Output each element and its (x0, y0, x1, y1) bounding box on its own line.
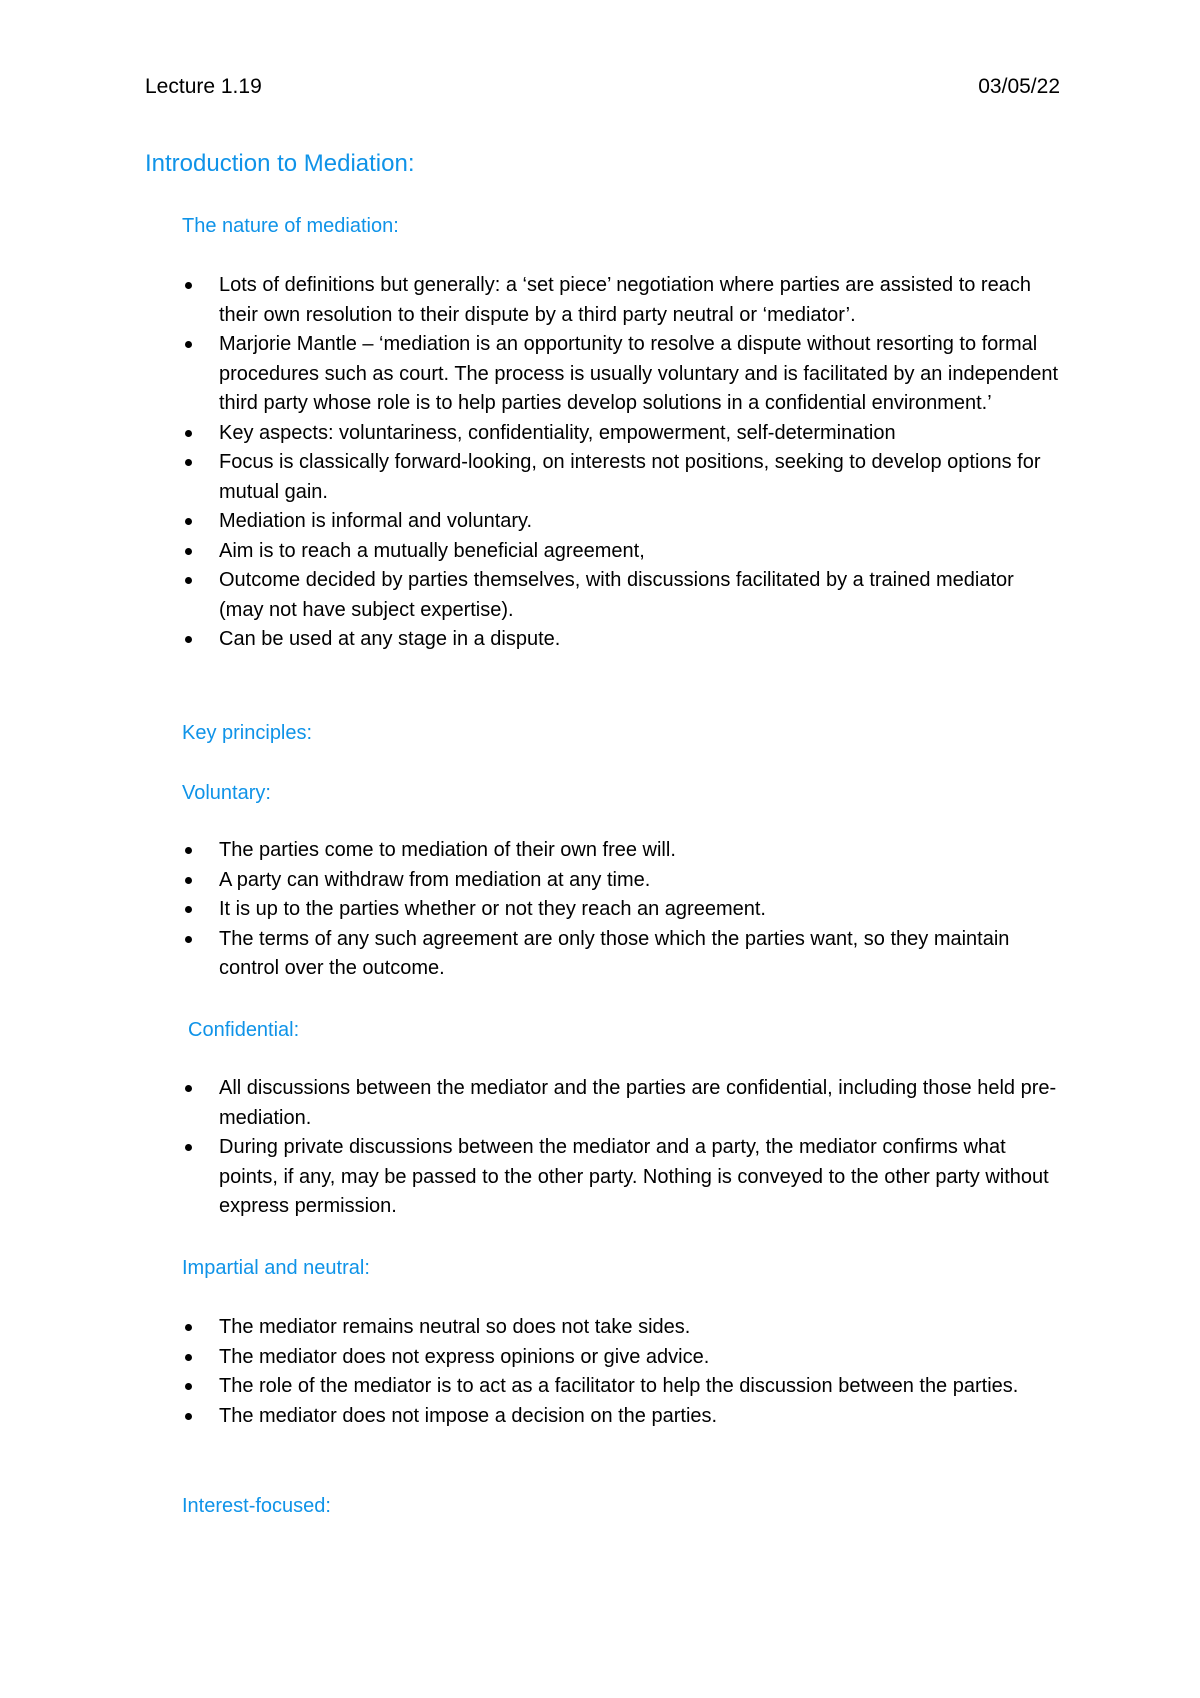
list-item: Focus is classically forward-looking, on interests not positions, seeking to develop options for mutual gain. (182, 448, 1062, 507)
nature-bullet-list (182, 271, 1062, 655)
section-heading-key-principles: Key principles: (182, 722, 313, 744)
section-heading-impartial: Impartial and neutral: (182, 1257, 370, 1279)
list-item: A party can withdraw from mediation at any time. (182, 866, 1062, 896)
list-item: The terms of any such agreement are only those which the parties want, so they maintain control over the outcome. (182, 925, 1062, 984)
impartial-bullet-list (182, 1313, 1062, 1431)
list-item: The mediator does not impose a decision on the parties. (182, 1402, 1062, 1432)
list-item: The mediator remains neutral so does not take sides. (182, 1313, 1062, 1343)
list-item: Key aspects: voluntariness, confidentiality, empowerment, self-determination (182, 419, 1062, 449)
page-title: Introduction to Mediation: (145, 150, 415, 177)
lecture-number: Lecture 1.19 (145, 75, 262, 98)
list-item: It is up to the parties whether or not they reach an agreement. (182, 895, 1062, 925)
list-item: The role of the mediator is to act as a facilitator to help the discussion between the parties. (182, 1372, 1062, 1402)
voluntary-bullet-list (182, 836, 1062, 984)
lecture-date: 03/05/22 (978, 75, 1060, 98)
list-item: Mediation is informal and voluntary. (182, 507, 1062, 537)
section-heading-confidential: Confidential: (188, 1019, 300, 1041)
list-item: Lots of definitions but generally: a ‘set piece’ negotiation where parties are assisted to reach their own resolution to their dispute by a third party neutral or ‘mediator’. (182, 271, 1062, 330)
confidential-bullet-list (182, 1074, 1062, 1222)
list-item: Can be used at any stage in a dispute. (182, 625, 1062, 655)
list-item: The parties come to mediation of their own free will. (182, 836, 1062, 866)
list-item: Marjorie Mantle – ‘mediation is an opportunity to resolve a dispute without resorting to formal procedures such as court. The process is usually voluntary and is facilitated by an independent third party whose role is to help parties develop solutions in a confidential environment.’ (182, 330, 1062, 419)
section-heading-interest: Interest-focused: (182, 1495, 331, 1517)
list-item: All discussions between the mediator and the parties are confidential, including those held pre-mediation. (182, 1074, 1062, 1133)
section-heading-voluntary: Voluntary: (182, 782, 271, 804)
list-item: Aim is to reach a mutually beneficial agreement, (182, 537, 1062, 567)
section-heading-nature: The nature of mediation: (182, 215, 399, 237)
list-item: During private discussions between the mediator and a party, the mediator confirms what points, if any, may be passed to the other party. Nothing is conveyed to the other party without express permission. (182, 1133, 1062, 1222)
list-item: Outcome decided by parties themselves, with discussions facilitated by a trained mediator (may not have subject expertise). (182, 566, 1062, 625)
list-item: The mediator does not express opinions or give advice. (182, 1343, 1062, 1373)
